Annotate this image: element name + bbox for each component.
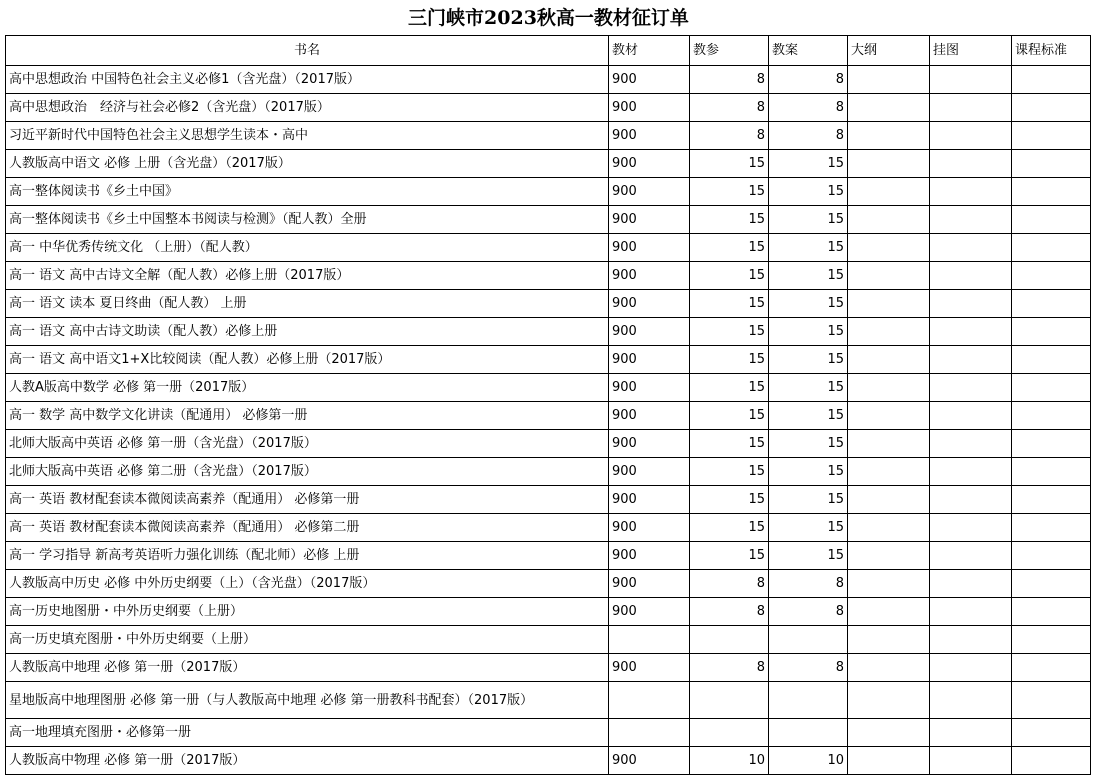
textbook-qty-cell[interactable]: 900 xyxy=(609,150,690,178)
table-row xyxy=(6,402,1091,430)
book-name-cell[interactable]: 高一 语文 高中古诗文助读（配人教）必修上册 xyxy=(6,318,609,346)
table-row xyxy=(6,570,1091,598)
table-row xyxy=(6,654,1091,682)
textbook-qty-cell[interactable]: 900 xyxy=(609,94,690,122)
curriculum-standard-cell[interactable] xyxy=(1012,719,1091,747)
syllabus-cell[interactable] xyxy=(848,122,930,150)
book-name-cell[interactable]: 高中思想政治 中国特色社会主义必修1（含光盘）（2017版） xyxy=(6,66,609,94)
textbook-qty-cell[interactable]: 900 xyxy=(609,654,690,682)
teacher-reference-qty-cell[interactable]: 10 xyxy=(690,747,769,775)
curriculum-standard-cell[interactable] xyxy=(1012,94,1091,122)
table-row xyxy=(6,598,1091,626)
syllabus-cell[interactable] xyxy=(848,94,930,122)
book-name-cell[interactable]: 高一 英语 教材配套读本微阅读高素养（配通用） 必修第二册 xyxy=(6,514,609,542)
syllabus-cell[interactable] xyxy=(848,542,930,570)
curriculum-standard-cell[interactable] xyxy=(1012,346,1091,374)
wall-chart-cell[interactable] xyxy=(930,206,1012,234)
teacher-reference-qty-cell[interactable] xyxy=(690,682,769,719)
wall-chart-cell[interactable] xyxy=(930,346,1012,374)
textbook-qty-cell[interactable]: 900 xyxy=(609,402,690,430)
wall-chart-cell[interactable] xyxy=(930,747,1012,775)
syllabus-cell[interactable] xyxy=(848,514,930,542)
textbook-qty-cell[interactable] xyxy=(609,682,690,719)
curriculum-standard-cell[interactable] xyxy=(1012,122,1091,150)
book-name-cell[interactable]: 人教A版高中数学 必修 第一册（2017版） xyxy=(6,374,609,402)
curriculum-standard-cell[interactable] xyxy=(1012,570,1091,598)
book-name-cell[interactable]: 高一整体阅读书《乡土中国整本书阅读与检测》（配人教）全册 xyxy=(6,206,609,234)
curriculum-standard-cell[interactable] xyxy=(1012,654,1091,682)
header-row xyxy=(6,36,1091,66)
syllabus-cell[interactable] xyxy=(848,318,930,346)
syllabus-cell[interactable] xyxy=(848,66,930,94)
wall-chart-cell[interactable] xyxy=(930,514,1012,542)
textbook-qty-cell[interactable]: 900 xyxy=(609,747,690,775)
book-name-cell[interactable]: 高一 语文 高中古诗文全解（配人教）必修上册（2017版） xyxy=(6,262,609,290)
lesson-plan-qty-cell[interactable]: 15 xyxy=(769,486,848,514)
teacher-reference-qty-cell[interactable]: 15 xyxy=(690,318,769,346)
wall-chart-cell[interactable] xyxy=(930,402,1012,430)
syllabus-cell[interactable] xyxy=(848,374,930,402)
teacher-reference-qty-cell[interactable]: 15 xyxy=(690,486,769,514)
syllabus-cell[interactable] xyxy=(848,719,930,747)
table-row xyxy=(6,374,1091,402)
textbook-qty-cell[interactable]: 900 xyxy=(609,122,690,150)
teacher-reference-qty-cell[interactable]: 15 xyxy=(690,150,769,178)
curriculum-standard-cell[interactable] xyxy=(1012,542,1091,570)
curriculum-standard-cell[interactable] xyxy=(1012,458,1091,486)
teacher-reference-qty-cell[interactable]: 15 xyxy=(690,458,769,486)
textbook-qty-cell[interactable]: 900 xyxy=(609,374,690,402)
textbook-qty-cell[interactable]: 900 xyxy=(609,430,690,458)
header-book-name[interactable]: 书名 xyxy=(6,36,609,66)
wall-chart-cell[interactable] xyxy=(930,570,1012,598)
table-row xyxy=(6,626,1091,654)
table-row xyxy=(6,486,1091,514)
book-name-cell[interactable]: 星地版高中地理图册 必修 第一册（与人教版高中地理 必修 第一册教科书配套）（2017版） xyxy=(6,682,609,719)
curriculum-standard-cell[interactable] xyxy=(1012,318,1091,346)
lesson-plan-qty-cell[interactable]: 15 xyxy=(769,430,848,458)
curriculum-standard-cell[interactable] xyxy=(1012,598,1091,626)
lesson-plan-qty-cell[interactable]: 15 xyxy=(769,374,848,402)
textbook-qty-cell[interactable]: 900 xyxy=(609,234,690,262)
wall-chart-cell[interactable] xyxy=(930,374,1012,402)
teacher-reference-qty-cell[interactable]: 15 xyxy=(690,374,769,402)
book-name-cell[interactable]: 高一 学习指导 新高考英语听力强化训练（配北师）必修 上册 xyxy=(6,542,609,570)
book-name-cell[interactable]: 北师大版高中英语 必修 第一册（含光盘）（2017版） xyxy=(6,430,609,458)
lesson-plan-qty-cell[interactable]: 15 xyxy=(769,402,848,430)
wall-chart-cell[interactable] xyxy=(930,719,1012,747)
book-name-cell[interactable]: 高中思想政治 经济与社会必修2（含光盘）（2017版） xyxy=(6,94,609,122)
curriculum-standard-cell[interactable] xyxy=(1012,514,1091,542)
lesson-plan-qty-cell[interactable]: 8 xyxy=(769,94,848,122)
lesson-plan-qty-cell[interactable]: 15 xyxy=(769,346,848,374)
textbook-qty-cell[interactable]: 900 xyxy=(609,598,690,626)
wall-chart-cell[interactable] xyxy=(930,626,1012,654)
wall-chart-cell[interactable] xyxy=(930,262,1012,290)
teacher-reference-qty-cell[interactable] xyxy=(690,719,769,747)
lesson-plan-qty-cell[interactable] xyxy=(769,682,848,719)
table-row xyxy=(6,122,1091,150)
table-row xyxy=(6,290,1091,318)
table-row xyxy=(6,234,1091,262)
wall-chart-cell[interactable] xyxy=(930,542,1012,570)
syllabus-cell[interactable] xyxy=(848,570,930,598)
syllabus-cell[interactable] xyxy=(848,682,930,719)
teacher-reference-qty-cell[interactable]: 8 xyxy=(690,570,769,598)
lesson-plan-qty-cell[interactable]: 15 xyxy=(769,234,848,262)
book-name-cell[interactable]: 高一历史填充图册・中外历史纲要（上册） xyxy=(6,626,609,654)
table-row xyxy=(6,346,1091,374)
sheet-title: 三门峡市2023秋高一教材征订单 xyxy=(408,7,689,29)
book-name-cell[interactable]: 人教版高中物理 必修 第一册（2017版） xyxy=(6,747,609,775)
lesson-plan-qty-cell[interactable]: 8 xyxy=(769,598,848,626)
table-row xyxy=(6,318,1091,346)
table-row xyxy=(6,150,1091,178)
book-name-cell[interactable]: 高一地理填充图册・必修第一册 xyxy=(6,719,609,747)
book-name-cell[interactable]: 高一 语文 高中语文1+X比较阅读（配人教）必修上册（2017版） xyxy=(6,346,609,374)
wall-chart-cell[interactable] xyxy=(930,234,1012,262)
wall-chart-cell[interactable] xyxy=(930,654,1012,682)
curriculum-standard-cell[interactable] xyxy=(1012,486,1091,514)
book-name-cell[interactable]: 高一 英语 教材配套读本微阅读高素养（配通用） 必修第一册 xyxy=(6,486,609,514)
lesson-plan-qty-cell[interactable]: 10 xyxy=(769,747,848,775)
teacher-reference-qty-cell[interactable]: 15 xyxy=(690,178,769,206)
syllabus-cell[interactable] xyxy=(848,346,930,374)
syllabus-cell[interactable] xyxy=(848,178,930,206)
teacher-reference-qty-cell[interactable]: 8 xyxy=(690,654,769,682)
lesson-plan-qty-cell[interactable]: 8 xyxy=(769,122,848,150)
wall-chart-cell[interactable] xyxy=(930,458,1012,486)
textbook-qty-cell[interactable]: 900 xyxy=(609,290,690,318)
book-name-cell[interactable]: 人教版高中语文 必修 上册（含光盘）（2017版） xyxy=(6,150,609,178)
book-name-cell[interactable]: 高一 数学 高中数学文化讲读（配通用） 必修第一册 xyxy=(6,402,609,430)
curriculum-standard-cell[interactable] xyxy=(1012,430,1091,458)
header-curriculum-standard[interactable]: 课程标准 xyxy=(1012,36,1091,66)
curriculum-standard-cell[interactable] xyxy=(1012,150,1091,178)
teacher-reference-qty-cell[interactable]: 15 xyxy=(690,290,769,318)
wall-chart-cell[interactable] xyxy=(930,318,1012,346)
textbook-qty-cell[interactable]: 900 xyxy=(609,318,690,346)
book-name-cell[interactable]: 高一 中华优秀传统文化 （上册）（配人教） xyxy=(6,234,609,262)
curriculum-standard-cell[interactable] xyxy=(1012,206,1091,234)
book-name-cell[interactable]: 人教版高中历史 必修 中外历史纲要（上）（含光盘）（2017版） xyxy=(6,570,609,598)
textbook-qty-cell[interactable]: 900 xyxy=(609,514,690,542)
textbook-qty-cell[interactable]: 900 xyxy=(609,178,690,206)
teacher-reference-qty-cell[interactable]: 8 xyxy=(690,598,769,626)
textbook-qty-cell[interactable] xyxy=(609,626,690,654)
curriculum-standard-cell[interactable] xyxy=(1012,234,1091,262)
header-lesson-plan[interactable]: 教案 xyxy=(769,36,848,66)
teacher-reference-qty-cell[interactable]: 15 xyxy=(690,206,769,234)
lesson-plan-qty-cell[interactable]: 8 xyxy=(769,66,848,94)
syllabus-cell[interactable] xyxy=(848,206,930,234)
lesson-plan-qty-cell[interactable]: 15 xyxy=(769,178,848,206)
table-row xyxy=(6,514,1091,542)
table-row xyxy=(6,719,1091,747)
table-row xyxy=(6,206,1091,234)
curriculum-standard-cell[interactable] xyxy=(1012,682,1091,719)
header-wall-chart[interactable]: 挂图 xyxy=(930,36,1012,66)
textbook-qty-cell[interactable]: 900 xyxy=(609,458,690,486)
curriculum-standard-cell[interactable] xyxy=(1012,374,1091,402)
lesson-plan-qty-cell[interactable]: 15 xyxy=(769,318,848,346)
wall-chart-cell[interactable] xyxy=(930,430,1012,458)
teacher-reference-qty-cell[interactable]: 15 xyxy=(690,430,769,458)
syllabus-cell[interactable] xyxy=(848,402,930,430)
table-row xyxy=(6,262,1091,290)
table-row xyxy=(6,430,1091,458)
teacher-reference-qty-cell[interactable]: 15 xyxy=(690,234,769,262)
syllabus-cell[interactable] xyxy=(848,486,930,514)
teacher-reference-qty-cell[interactable]: 8 xyxy=(690,94,769,122)
curriculum-standard-cell[interactable] xyxy=(1012,402,1091,430)
syllabus-cell[interactable] xyxy=(848,262,930,290)
teacher-reference-qty-cell[interactable]: 15 xyxy=(690,402,769,430)
lesson-plan-qty-cell[interactable]: 15 xyxy=(769,150,848,178)
wall-chart-cell[interactable] xyxy=(930,598,1012,626)
syllabus-cell[interactable] xyxy=(848,430,930,458)
lesson-plan-qty-cell[interactable]: 8 xyxy=(769,654,848,682)
wall-chart-cell[interactable] xyxy=(930,150,1012,178)
lesson-plan-qty-cell[interactable] xyxy=(769,719,848,747)
table-row xyxy=(6,682,1091,719)
teacher-reference-qty-cell[interactable]: 15 xyxy=(690,542,769,570)
wall-chart-cell[interactable] xyxy=(930,178,1012,206)
syllabus-cell[interactable] xyxy=(848,626,930,654)
textbook-qty-cell[interactable]: 900 xyxy=(609,346,690,374)
teacher-reference-qty-cell[interactable]: 15 xyxy=(690,262,769,290)
lesson-plan-qty-cell[interactable]: 15 xyxy=(769,542,848,570)
syllabus-cell[interactable] xyxy=(848,234,930,262)
syllabus-cell[interactable] xyxy=(848,747,930,775)
syllabus-cell[interactable] xyxy=(848,654,930,682)
syllabus-cell[interactable] xyxy=(848,290,930,318)
book-name-cell[interactable]: 人教版高中地理 必修 第一册（2017版） xyxy=(6,654,609,682)
textbook-qty-cell[interactable]: 900 xyxy=(609,542,690,570)
header-syllabus[interactable]: 大纲 xyxy=(848,36,930,66)
textbook-qty-cell[interactable]: 900 xyxy=(609,66,690,94)
curriculum-standard-cell[interactable] xyxy=(1012,262,1091,290)
table-row xyxy=(6,178,1091,206)
table-row xyxy=(6,542,1091,570)
header-textbook[interactable]: 教材 xyxy=(609,36,690,66)
lesson-plan-qty-cell[interactable]: 15 xyxy=(769,206,848,234)
lesson-plan-qty-cell[interactable]: 15 xyxy=(769,290,848,318)
lesson-plan-qty-cell[interactable]: 15 xyxy=(769,458,848,486)
curriculum-standard-cell[interactable] xyxy=(1012,747,1091,775)
book-name-cell[interactable]: 高一历史地图册・中外历史纲要（上册） xyxy=(6,598,609,626)
table-row xyxy=(6,94,1091,122)
book-name-cell[interactable]: 习近平新时代中国特色社会主义思想学生读本・高中 xyxy=(6,122,609,150)
textbook-qty-cell[interactable] xyxy=(609,719,690,747)
wall-chart-cell[interactable] xyxy=(930,66,1012,94)
textbook-qty-cell[interactable]: 900 xyxy=(609,486,690,514)
curriculum-standard-cell[interactable] xyxy=(1012,290,1091,318)
syllabus-cell[interactable] xyxy=(848,458,930,486)
wall-chart-cell[interactable] xyxy=(930,290,1012,318)
teacher-reference-qty-cell[interactable] xyxy=(690,626,769,654)
curriculum-standard-cell[interactable] xyxy=(1012,66,1091,94)
table-row xyxy=(6,458,1091,486)
textbook-qty-cell[interactable]: 900 xyxy=(609,206,690,234)
syllabus-cell[interactable] xyxy=(848,598,930,626)
wall-chart-cell[interactable] xyxy=(930,682,1012,719)
textbook-order-table xyxy=(5,35,1091,775)
textbook-qty-cell[interactable]: 900 xyxy=(609,570,690,598)
table-row xyxy=(6,66,1091,94)
teacher-reference-qty-cell[interactable]: 8 xyxy=(690,66,769,94)
teacher-reference-qty-cell[interactable]: 8 xyxy=(690,122,769,150)
wall-chart-cell[interactable] xyxy=(930,94,1012,122)
table-row xyxy=(6,747,1091,775)
teacher-reference-qty-cell[interactable]: 15 xyxy=(690,346,769,374)
lesson-plan-qty-cell[interactable] xyxy=(769,626,848,654)
curriculum-standard-cell[interactable] xyxy=(1012,626,1091,654)
lesson-plan-qty-cell[interactable]: 8 xyxy=(769,570,848,598)
textbook-qty-cell[interactable]: 900 xyxy=(609,262,690,290)
wall-chart-cell[interactable] xyxy=(930,122,1012,150)
book-name-cell[interactable]: 高一整体阅读书《乡土中国》 xyxy=(6,178,609,206)
lesson-plan-qty-cell[interactable]: 15 xyxy=(769,262,848,290)
wall-chart-cell[interactable] xyxy=(930,486,1012,514)
header-teacher-reference[interactable]: 教参 xyxy=(690,36,769,66)
teacher-reference-qty-cell[interactable]: 15 xyxy=(690,514,769,542)
book-name-cell[interactable]: 高一 语文 读本 夏日终曲（配人教） 上册 xyxy=(6,290,609,318)
lesson-plan-qty-cell[interactable]: 15 xyxy=(769,514,848,542)
book-name-cell[interactable]: 北师大版高中英语 必修 第二册（含光盘）（2017版） xyxy=(6,458,609,486)
curriculum-standard-cell[interactable] xyxy=(1012,178,1091,206)
syllabus-cell[interactable] xyxy=(848,150,930,178)
